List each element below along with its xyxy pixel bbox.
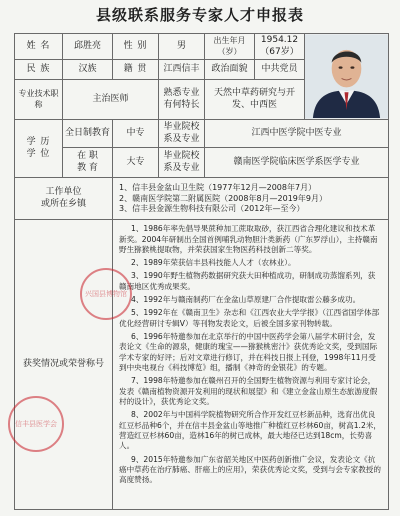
achievement-item: 7、1998年特邀参加在赣州召开的全国野生植物资源与利用专家讨论会，发表《赣南植物资源开发利用的现状和展望》和《建立金盆山原生态旅游度假村的设计》，获优秀论文奖。 <box>119 376 378 406</box>
ethnicity-label: 民 族 <box>15 60 63 80</box>
work-item: 2、赣南医学院第二附属医院（2008年8月—2019年9月） <box>119 193 327 203</box>
name-value: 邱胜亮 <box>63 34 113 60</box>
work-item: 1、信丰县金盆山卫生院（1977年12月—2008年7月） <box>119 183 317 193</box>
portrait-image <box>305 35 388 118</box>
achievement-item: 9、2015年特邀参加广东省韶关地区中医药创新推广会议，发表论文《抗癌中草药在治疗肺癌、肝癌上的应用》，荣获优秀论文奖，受到与会专家教授的高度赞扬。 <box>119 454 381 485</box>
achievement-item: 4、1992年与赣南制药厂在金盆山草原建厂合作提取雷公藤多成功。 <box>131 294 361 304</box>
age-value: （67岁） <box>260 46 299 57</box>
education-school-label-inservice: 毕业院校系及专业 <box>159 148 205 178</box>
red-seal-stamp: 信丰县医学会 <box>8 396 64 452</box>
expertise-value: 天然中草药研究与开发、中西医 <box>205 80 305 120</box>
achievements-label: 获奖情况或荣誉称号 <box>15 220 113 510</box>
achievement-item: 3、1990年野生植物药数据研究获大田种植成功，研制成功蒸馏系列，获赣南地区优秀成果奖。 <box>119 271 376 291</box>
name-label: 姓 名 <box>15 34 63 60</box>
native-label: 籍 贯 <box>113 60 159 80</box>
education-type-inservice: 在 职 教 育 <box>63 148 113 178</box>
birth-label: 出生年月（岁） <box>205 34 255 60</box>
tech-title-label: 专业技术职称 <box>15 80 63 120</box>
achievement-item: 1、1986年率先倡导果蔗种加工蔗取取砂，获江西省合理化建议和技术革新奖。2004年研制出全国首例哺乳动物胆汁类新药（广东罗浮山），主持赣南野生猕猴桃提取物，并荣获国家生物医药科技创新二等奖。 <box>119 224 378 255</box>
achievement-item: 2、1989年荣获信丰县科技能人人才（农林业）。 <box>131 258 296 268</box>
work-item: 3、信丰县金源生物科技有限公司（2012年—至今） <box>119 204 305 214</box>
form-title: 县级联系服务专家人才申报表 <box>95 6 304 24</box>
achievement-item: 8、2002年与中国科学院植物研究所合作开发红豆杉新品种，选育出优良红豆杉品种6个，并在信丰县金盆山等地推广种植红豆杉林60亩，树高1.2米，营造红豆杉林60亩，造林16年的树已成林，最大地径已达到18cm，长势喜人。 <box>119 410 381 451</box>
birth-cell <box>255 34 305 60</box>
red-seal-stamp: 兴国县博物馆 <box>80 268 132 320</box>
politics-value: 中共党员 <box>255 60 305 80</box>
education-label: 学 历 学 位 <box>15 120 63 178</box>
work-label: 工作单位 或所在乡镇 <box>15 178 113 220</box>
ethnicity-value: 汉族 <box>63 60 113 80</box>
native-value: 江西信丰 <box>159 60 205 80</box>
birth-value: 1954.12 <box>260 35 299 45</box>
tech-title-value: 主治医师 <box>63 80 159 120</box>
gender-value: 男 <box>159 34 205 60</box>
education-type-fulltime: 全日制教育 <box>63 120 113 148</box>
achievement-item: 5、1992年在《赣南卫生》杂志和《江西农业大学学报》（江西省国学体部优化经营研讨专辑V）等刊物发表论文，后被全国多家刊物转载。 <box>119 308 380 328</box>
politics-label: 政治面貌 <box>205 60 255 80</box>
expertise-label: 熟悉专业有何特长 <box>159 80 205 120</box>
education-school-label-fulltime: 毕业院校系及专业 <box>159 120 205 148</box>
application-form-table <box>14 33 389 510</box>
achievements-text <box>113 220 389 510</box>
gender-label: 性 别 <box>113 34 159 60</box>
education-level-inservice: 大专 <box>113 148 159 178</box>
education-level-fulltime: 中专 <box>113 120 159 148</box>
achievement-item: 6、1996年特邀参加在北京举行的中国中医药学会第八届学术研讨会，发表论文《生命的源泉，健康的瑰宝——猕猴桃密汁》获优秀论文奖，受到国际学术专家的好评；后对文章进行修订，并在科技日报上刊登，1998年11月受到中央电视台《科技博览》组，播制《神奇的金银花》的专题。 <box>119 331 378 372</box>
education-school-inservice: 赣南医学院临床医学系医学专业 <box>205 148 389 178</box>
education-school-fulltime: 江西中医学院中医专业 <box>205 120 389 148</box>
portrait-photo <box>305 34 389 120</box>
work-list <box>113 178 389 220</box>
